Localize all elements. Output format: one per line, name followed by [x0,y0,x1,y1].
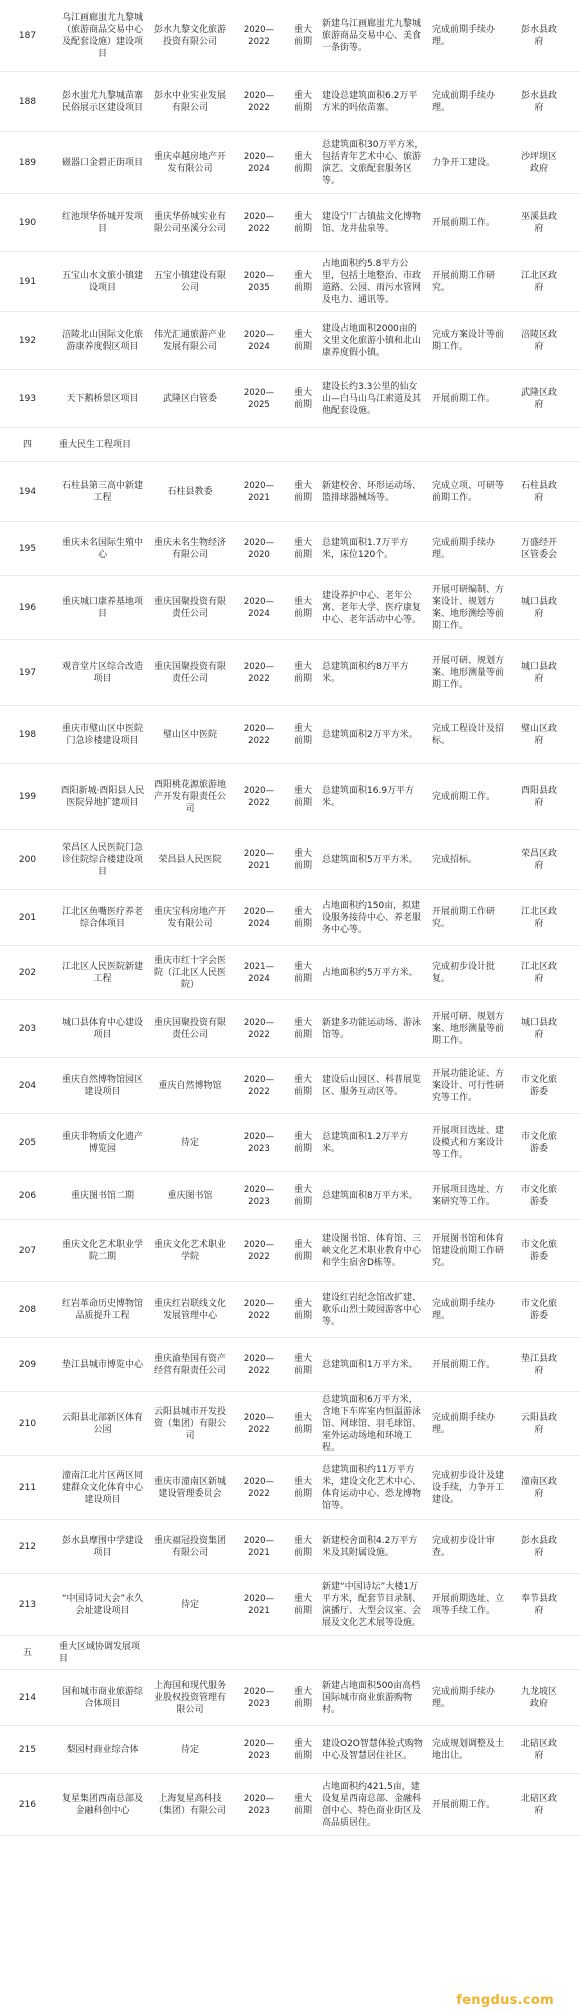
cell-period: 2020—2024 [243,906,275,929]
table-row [0,1520,580,1574]
table-row [0,132,580,194]
cell-dept: 万盛经开区管委会 [520,537,557,560]
cell-unit: 上海复星高科技（集团）有限公司 [154,1793,227,1816]
cell-content: 建设占地面积2000亩的文里文化旅游小镇和北山康养度假小镇。 [322,323,422,358]
cell-name: 重庆未名国际生殖中心 [61,537,143,560]
table-row [0,764,580,830]
cell-content: 总建筑面积约8万平方米。 [322,661,409,684]
cell-stage: 重大前期 [293,90,312,113]
cell-dept: 奉节县政府 [520,1593,557,1616]
cell-stage: 重大前期 [293,906,312,929]
cell-unit: 伟光汇通旅游产业发展有限公司 [154,329,227,352]
cell-name: 城口县体育中心建设项目 [61,1017,143,1040]
cell-name: 云阳县北部新区体育公园 [61,1412,143,1435]
cell-unit: 荣昌县人民医院 [158,854,222,865]
cell-stage: 重大前期 [293,596,312,619]
cell-dept: 石柱县政府 [520,480,557,503]
cell-period: 2020—2024 [243,329,275,352]
cell-num: 210 [18,1418,37,1429]
cell-stage: 重大前期 [293,661,312,684]
table-row [0,0,580,72]
cell-content: 总建筑面积8万平方米。 [322,1190,418,1201]
cell-stage: 重大前期 [293,785,312,808]
cell-progress: 力争开工建设。 [432,157,496,168]
cell-period: 2020—2022 [243,1476,275,1499]
cell-unit: 彭水中业实业发展有限公司 [154,90,227,113]
cell-stage: 重大前期 [293,1239,312,1262]
table-row [0,370,580,428]
cell-name: 红岩革命历史博物馆品质提升工程 [61,1298,143,1321]
cell-stage: 重大前期 [293,848,312,871]
cell-period: 2020—2022 [243,1298,275,1321]
cell-num: 195 [18,543,37,554]
cell-progress: 完成前期手续办理。 [432,24,496,47]
cell-progress: 完成前期手续办理。 [432,537,496,560]
cell-period: 2020—2023 [243,1686,275,1709]
cell-unit: 重庆红岩联线文化发展管理中心 [154,1298,227,1321]
cell-name: 国和城市商业旅游综合体项目 [61,1686,143,1709]
cell-dept: 九龙坡区政府 [520,1686,557,1709]
cell-unit: 重庆国聚投资有限责任公司 [154,1017,227,1040]
table-row [0,462,580,522]
cell-unit: 重庆图书馆 [167,1190,213,1201]
cell-name: 荣昌区人民医院门急诊住院综合楼建设项目 [61,842,143,877]
cell-stage: 重大前期 [293,1298,312,1321]
cell-period: 2020—2023 [243,1131,275,1154]
cell-dept: 璧山区政府 [520,723,557,746]
table-row [0,1000,580,1058]
cell-progress: 完成初步设计批复。 [432,961,496,984]
cell-stage: 重大前期 [293,1738,312,1761]
cell-name: 垫江县城市博览中心 [61,1359,143,1370]
cell-dept: 市文化旅游委 [520,1074,557,1097]
cell-progress: 完成初步设计审查。 [432,1535,496,1558]
cell-num: 207 [18,1245,37,1256]
table-row [0,1172,580,1220]
cell-progress: 开展可研编制、方案设计、规划方案、地形测绘等前期工作。 [432,584,505,631]
cell-period: 2021—2024 [243,961,275,984]
cell-stage: 重大前期 [293,1017,312,1040]
cell-num: 196 [18,602,37,613]
cell-period: 2020—2022 [243,1074,275,1097]
cell-progress: 完成初步设计及建设手续，力争开工建设。 [432,1470,505,1505]
cell-progress: 完成前期手续办理。 [432,1412,496,1435]
table-row [0,252,580,312]
cell-period: 2020—2021 [243,1535,275,1558]
cell-content: 总建筑面积约11万平方米，建设文化艺术中心、体育运动中心、恐龙博物馆等。 [322,1464,422,1511]
cell-name: 重庆市璧山区中医院门急诊楼建设项目 [61,723,143,746]
section-title: 重大民生工程项目 [59,439,132,450]
cell-dept: 酉阳县政府 [520,785,557,808]
cell-num: 200 [18,854,37,865]
cell-name: 重庆文化艺术职业学院二期 [61,1239,143,1262]
cell-dept: 江北区政府 [520,270,557,293]
cell-name: 红池坝华侨城开发项目 [61,211,143,234]
cell-stage: 重大前期 [293,1476,312,1499]
cell-name: “中国诗词大会”永久会址建设项目 [61,1593,144,1616]
cell-name: 重庆城口康养基地项目 [61,596,143,619]
cell-unit: 重庆渝垫国有资产经营有限责任公司 [154,1353,227,1376]
cell-name: 重庆图书馆二期 [70,1190,134,1201]
cell-progress: 开展前期工作。 [432,217,496,228]
cell-dept: 武隆区政府 [520,387,557,410]
cell-progress: 开展前期工作。 [432,1359,496,1370]
cell-unit: 武隆区白管委 [162,393,217,404]
cell-content: 建设养护中心、老年公寓、老年大学、医疗康复中心、老年活动中心等。 [322,590,422,625]
cell-period: 2020—2023 [243,1738,275,1761]
table-row [0,1774,580,1836]
cell-name: 酉阳新城·酉阳县人民医院异地扩建项目 [60,785,145,808]
cell-unit: 石柱县教委 [167,486,213,497]
cell-progress: 完成前期手续办理。 [432,1298,496,1321]
cell-name: 江北区鱼嘴医疗养老综合体项目 [61,906,143,929]
cell-num: 205 [18,1137,37,1148]
cell-period: 2020—2021 [243,1593,275,1616]
cell-name: 观音堂片区综合改造项目 [61,661,143,684]
cell-stage: 重大前期 [293,1535,312,1558]
cell-unit: 重庆未名生物经济有限公司 [154,537,227,560]
cell-num: 208 [18,1304,37,1315]
table-row [0,194,580,252]
cell-stage: 重大前期 [293,961,312,984]
cell-content: 总建筑面积1.2万平方米。 [322,1131,409,1154]
table-row [0,1574,580,1636]
cell-progress: 开展前期工作研究。 [432,270,496,293]
cell-unit: 重庆市红十字会医院（江北区人民医院） [154,955,227,990]
section-number: 五 [22,1647,32,1658]
cell-content: 新建乌江画廊蚩尤九黎城旅游商品交易中心、美食一条街等。 [322,18,422,53]
cell-dept: 城口县政府 [520,1017,557,1040]
cell-stage: 重大前期 [293,1686,312,1709]
cell-num: 215 [18,1744,37,1755]
cell-num: 194 [18,486,37,497]
cell-num: 211 [18,1482,37,1493]
cell-period: 2020—2023 [243,1184,275,1207]
table-row [0,1726,580,1774]
cell-period: 2020—2024 [243,151,275,174]
cell-name: 彭水县摩围中学建设项目 [61,1535,143,1558]
cell-unit: 重庆市潼南区新城建设管理委员会 [154,1476,227,1499]
cell-period: 2020—2022 [243,723,275,746]
cell-dept: 垫江县政府 [520,1353,557,1376]
cell-num: 199 [18,791,37,802]
cell-num: 206 [18,1190,37,1201]
cell-progress: 开展前期工作研究。 [432,906,496,929]
cell-unit: 待定 [180,1744,199,1755]
cell-unit: 重庆文化艺术职业学院 [154,1239,227,1262]
cell-content: 总建筑面积6万平方米，含地下车库室内恒温游泳馆、网球馆、羽毛球馆、室外运动场地和环境工程。 [322,1394,422,1453]
cell-progress: 开展可研、规划方案、地形测量等前期工作。 [432,1011,505,1046]
cell-period: 2020—2022 [243,90,275,113]
cell-stage: 重大前期 [293,151,312,174]
table-row [0,1282,580,1338]
cell-progress: 完成规划调整及土地出让。 [432,1738,505,1761]
cell-content: 总建筑面积2万平方米。 [322,729,418,740]
cell-content: 建设总建筑面积6.2万平方米的吗依苗寨。 [322,90,418,113]
table-row [0,1114,580,1172]
cell-num: 202 [18,967,37,978]
cell-progress: 完成前期工作。 [432,791,496,802]
cell-num: 187 [18,30,37,41]
cell-unit: 璧山区中医院 [162,729,217,740]
cell-content: 总建筑面积30万平方米，包括青年艺术中心、旅游演艺、文旅配套服务区等。 [322,139,424,186]
cell-name: 重庆自然博物馆园区建设项目 [61,1074,143,1097]
cell-dept: 江北区政府 [520,961,557,984]
cell-name: 磁器口金碧正街项目 [61,157,143,168]
cell-content: 建设图书馆、体育馆、三峡文化艺术职业教育中心和学生宿舍D栋等。 [322,1233,422,1268]
cell-content: 新建校舍、环形运动场、篮排球器械场等。 [322,480,422,503]
cell-period: 2020—2022 [243,211,275,234]
cell-content: 建设宁厂古镇盐文化博物馆、龙井盐泉等。 [322,211,422,234]
cell-num: 204 [18,1080,37,1091]
cell-num: 201 [18,912,37,923]
cell-progress: 完成前期手续办理。 [432,1686,496,1709]
cell-num: 203 [18,1023,37,1034]
table-row [0,1220,580,1282]
section-header [0,1636,580,1670]
cell-period: 2020—2022 [243,785,275,808]
cell-dept: 彭水县政府 [520,24,557,47]
cell-name: 梨园村商业综合体 [66,1744,139,1755]
table-row [0,1456,580,1520]
cell-unit: 待定 [180,1137,199,1148]
cell-num: 214 [18,1692,37,1703]
cell-unit: 重庆宝科房地产开发有限公司 [154,906,227,929]
cell-dept: 荣昌区政府 [520,848,557,871]
cell-dept: 彭水县政府 [520,90,557,113]
cell-name: 彭水蚩尤九黎城苗寨民俗展示区建设项目 [61,90,143,113]
cell-content: 总建筑面积16.9万平方米。 [322,785,415,808]
cell-content: 新建“中国诗坛”大楼1万平方米，配套节目录制、演播厅、大型会议室、会展及文化艺术展等设施。 [322,1581,422,1628]
cell-progress: 完成工程设计及招标。 [432,723,505,746]
watermark: fengdus.com [456,1993,554,2008]
table-row [0,1058,580,1114]
cell-period: 2020—2022 [243,24,275,47]
cell-period: 2020—2025 [243,387,275,410]
cell-stage: 重大前期 [293,24,312,47]
cell-num: 190 [18,217,37,228]
cell-unit: 酉阳桃花源旅游地产开发有限责任公司 [154,779,227,814]
cell-content: 新建占地面积500亩高档国际城市商业旅游购物村。 [322,1680,421,1715]
cell-dept: 巫溪县政府 [520,211,557,234]
cell-dept: 潼南区政府 [520,1476,557,1499]
cell-dept: 市文化旅游委 [520,1239,557,1262]
cell-stage: 重大前期 [293,1793,312,1816]
cell-stage: 重大前期 [293,537,312,560]
cell-content: 总建筑面积5万平方米。 [322,854,418,865]
cell-stage: 重大前期 [293,1353,312,1376]
cell-unit: 重庆卓越房地产开发有限公司 [154,151,227,174]
table-row [0,1338,580,1392]
cell-num: 213 [18,1599,37,1610]
cell-progress: 开展图书馆和体育馆建设前期工作研究。 [432,1233,505,1268]
cell-stage: 重大前期 [293,1412,312,1435]
cell-progress: 开展项目选址、建设模式和方案设计等工作。 [432,1125,505,1160]
cell-name: 重庆非物质文化遗产博览园 [61,1131,143,1154]
cell-period: 2020—2021 [243,480,275,503]
cell-content: 建设后山园区、科普展览区、服务互动区等。 [322,1074,422,1097]
cell-unit: 重庆国聚投资有限责任公司 [154,661,227,684]
cell-unit: 重庆国聚投资有限责任公司 [154,596,227,619]
table-row [0,946,580,1000]
cell-num: 192 [18,335,37,346]
cell-num: 197 [18,667,37,678]
cell-stage: 重大前期 [293,211,312,234]
section-number: 四 [22,439,32,450]
cell-content: 新建校舍面积4.2万平方米及其附属设施。 [322,1535,418,1558]
table-row [0,640,580,706]
table-row [0,830,580,890]
table-row [0,576,580,640]
cell-name: 石柱县第三高中新建工程 [61,480,143,503]
cell-progress: 完成招标。 [432,854,478,865]
cell-dept: 北碚区政府 [520,1738,557,1761]
cell-period: 2020—2024 [243,596,275,619]
cell-dept: 市文化旅游委 [520,1131,557,1154]
table-row [0,522,580,576]
cell-stage: 重大前期 [293,329,312,352]
cell-period: 2020—2022 [243,661,275,684]
table-row [0,890,580,946]
cell-num: 198 [18,729,37,740]
cell-unit: 重庆福冠投资集团有限公司 [154,1535,227,1558]
cell-progress: 开展前期选址、立项等手续工作。 [432,1593,505,1616]
cell-content: 总建筑面积1万平方米。 [322,1359,418,1370]
table-row [0,1670,580,1726]
cell-unit: 重庆华侨城实业有限公司巫溪分公司 [154,211,227,234]
cell-progress: 完成立项、可研等前期工作。 [432,480,505,503]
cell-dept: 江北区政府 [520,906,557,929]
cell-num: 188 [18,96,37,107]
cell-unit: 待定 [180,1599,199,1610]
cell-unit: 五宝小镇建设有限公司 [154,270,227,293]
cell-stage: 重大前期 [293,1074,312,1097]
cell-dept: 城口县政府 [520,596,557,619]
cell-dept: 彭水县政府 [520,1535,557,1558]
section-title: 重大区域协调发展项目 [59,1641,141,1664]
cell-content: 占地面积约421.5亩，建设复星西南总部、金融科创中心、特色商业街区及高品质居住。 [322,1781,422,1828]
cell-stage: 重大前期 [293,387,312,410]
table-row [0,706,580,764]
cell-stage: 重大前期 [293,1184,312,1207]
cell-content: 占地面积约150亩，拟建设服务接待中心、养老服务中心等。 [322,900,422,935]
cell-dept: 云阳县政府 [520,1412,557,1435]
cell-progress: 开展前期工作。 [432,393,496,404]
cell-stage: 重大前期 [293,723,312,746]
cell-progress: 开展项目选址、方案研究等工作。 [432,1184,505,1207]
cell-progress: 完成方案设计等前期工作。 [432,329,505,352]
cell-period: 2020—2021 [243,848,275,871]
cell-dept: 市文化旅游委 [520,1298,557,1321]
cell-unit: 云阳县城市开发投资（集团）有限公司 [154,1406,227,1441]
cell-period: 2020—2020 [243,537,275,560]
cell-period: 2020—2022 [243,1412,275,1435]
cell-name: 乌江画廊蚩尤九黎城（旅游商品交易中心及配套设施）建设项目 [61,12,143,59]
cell-period: 2020—2022 [243,1017,275,1040]
cell-dept: 沙坪坝区政府 [520,151,557,174]
cell-name: 五宝山水文旅小镇建设项目 [61,270,143,293]
cell-period: 2020—2022 [243,1239,275,1262]
table-row [0,1392,580,1456]
cell-stage: 重大前期 [293,480,312,503]
cell-num: 189 [18,157,37,168]
cell-period: 2020—2035 [243,270,275,293]
cell-content: 新建多功能运动场、游泳馆等。 [322,1017,422,1040]
cell-dept: 市文化旅游委 [520,1184,557,1207]
cell-dept: 涪陵区政府 [520,329,557,352]
cell-content: 占地面积约5.8平方公里，包括土地整治、市政道路、公园、雨污水管网及电力、通讯等。 [322,258,422,305]
cell-content: 建设O2O智慧体验式购物中心及智慧居住社区。 [322,1738,423,1761]
cell-progress: 完成前期手续办理。 [432,90,496,113]
cell-stage: 重大前期 [293,270,312,293]
cell-num: 212 [18,1541,37,1552]
cell-num: 209 [18,1359,37,1370]
cell-period: 2020—2022 [243,1353,275,1376]
cell-name: 复星集团西南总部及金融科创中心 [61,1793,143,1816]
cell-num: 193 [18,393,37,404]
section-header [0,428,580,462]
cell-name: 江北区人民医院新建工程 [61,961,143,984]
cell-unit: 彭水九黎文化旅游投资有限公司 [154,24,227,47]
cell-stage: 重大前期 [293,1131,312,1154]
cell-num: 216 [18,1799,37,1810]
cell-content: 建设长约3.3公里的仙女山—白马山乌江索道及其他配套设施。 [322,381,422,416]
table-row [0,72,580,132]
cell-name: 潼南江北片区两区同建群众文化体育中心建设项目 [61,1470,143,1505]
cell-period: 2020—2023 [243,1793,275,1816]
table-row [0,312,580,370]
cell-unit: 上海国和现代服务业股权投资管理有限公司 [154,1680,227,1715]
cell-content: 总建筑面积1.7万平方米，床位120个。 [322,537,409,560]
cell-num: 191 [18,276,37,287]
cell-content: 建设红岩纪念馆改扩建、歌乐山烈士陵园游客中心等。 [322,1292,422,1327]
cell-progress: 开展可研、规划方案、地形测量等前期工作。 [432,655,505,690]
cell-name: 天下鹅桥景区项目 [66,393,139,404]
cell-dept: 北碚区政府 [520,1793,557,1816]
cell-content: 占地面积约5万平方米。 [322,967,418,978]
cell-progress: 开展功能论证、方案设计、可行性研究等工作。 [432,1068,505,1103]
cell-progress: 开展前期工作。 [432,1799,496,1810]
cell-stage: 重大前期 [293,1593,312,1616]
cell-dept: 城口县政府 [520,661,557,684]
cell-name: 涪陵北山国际文化旅游康养度假区项目 [61,329,143,352]
cell-unit: 重庆自然博物馆 [158,1080,222,1091]
